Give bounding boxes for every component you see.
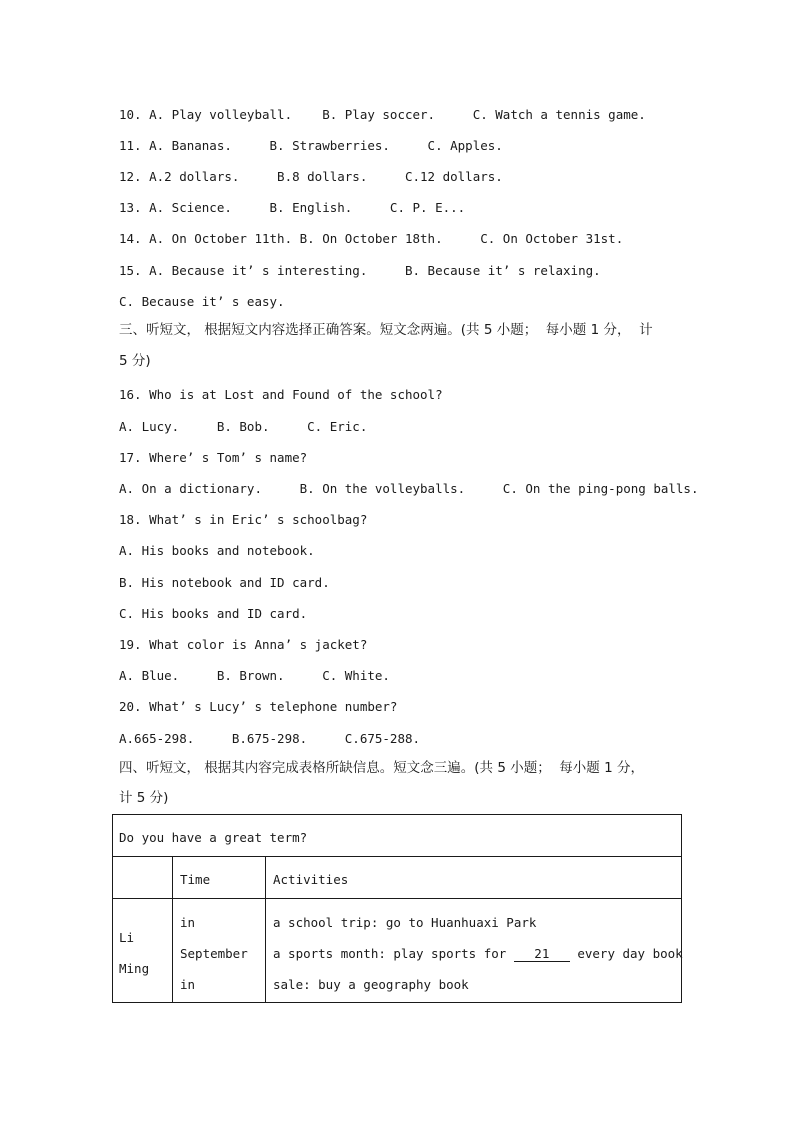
question-16: 16. Who is at Lost and Found of the school? [119,387,443,402]
activity-line-2 [273,946,683,962]
activity-line-1: a school trip: go to Huanhuaxi Park [273,915,537,930]
question-16-options: A. Lucy. B. Bob. C. Eric. [119,419,368,434]
section-4-heading: 四、听短文， 根据其内容完成表格所缺信息。短文念三遍。(共 5 小题； 每小题 1 分， [119,760,644,776]
table-column-divider [172,857,173,1002]
question-14: 14. A. On October 11th. B. On October 18th. C. On October 31st. [119,231,624,246]
question-18-option-a: A. His books and notebook. [119,543,315,558]
question-15-option-c: C. Because it’ s easy. [119,294,285,309]
question-15: 15. A. Because it’ s interesting. B. Because it’ s relaxing. [119,263,601,278]
activity-line-2-after: every day book [569,946,683,961]
question-17-options: A. On a dictionary. B. On the volleyballs. C. On the ping-pong balls. [119,481,699,496]
question-19: 19. What color is Anna’ s jacket? [119,637,368,652]
section-3-heading: 三、听短文， 根据短文内容选择正确答案。短文念两遍。(共 5 小题； 每小题 1 分， 计 [119,322,653,338]
question-13: 13. A. Science. B. English. C. P. E... [119,200,466,215]
section-4-heading-cont: 计 5 分) [119,790,169,806]
question-10: 10. A. Play volleyball. B. Play soccer. C. Watch a tennis game. [119,107,646,122]
question-19-options: A. Blue. B. Brown. C. White. [119,668,390,683]
activity-line-2-before: a sports month: play sports for [273,946,514,961]
table-row-divider [113,898,681,899]
table-row-divider [113,856,681,857]
name-cell-line-2: Ming [119,961,150,976]
section-3-heading-cont: 5 分) [119,353,151,369]
question-18: 18. What’ s in Eric’ s schoolbag? [119,512,368,527]
table-title: Do you have a great term? [119,830,308,845]
question-17: 17. Where’ s Tom’ s name? [119,450,308,465]
question-20-options: A.665-298. B.675-298. C.675-288. [119,731,421,746]
activity-table [112,814,682,1003]
question-11: 11. A. Bananas. B. Strawberries. C. Apples. [119,138,503,153]
name-cell-line-1: Li [119,930,135,945]
question-18-option-c: C. His books and ID card. [119,606,308,621]
question-18-option-b: B. His notebook and ID card. [119,575,330,590]
time-cell-line-3: in [180,977,196,992]
question-20: 20. What’ s Lucy’ s telephone number? [119,699,398,714]
time-cell-line-2: September [180,946,248,961]
table-column-divider [265,857,266,1002]
header-activities: Activities [273,872,349,887]
answer-blank-21: 21 [514,947,570,962]
question-12: 12. A.2 dollars. B.8 dollars. C.12 dollars. [119,169,503,184]
activity-line-3: sale: buy a geography book [273,977,469,992]
header-time: Time [180,872,211,887]
time-cell-line-1: in [180,915,196,930]
